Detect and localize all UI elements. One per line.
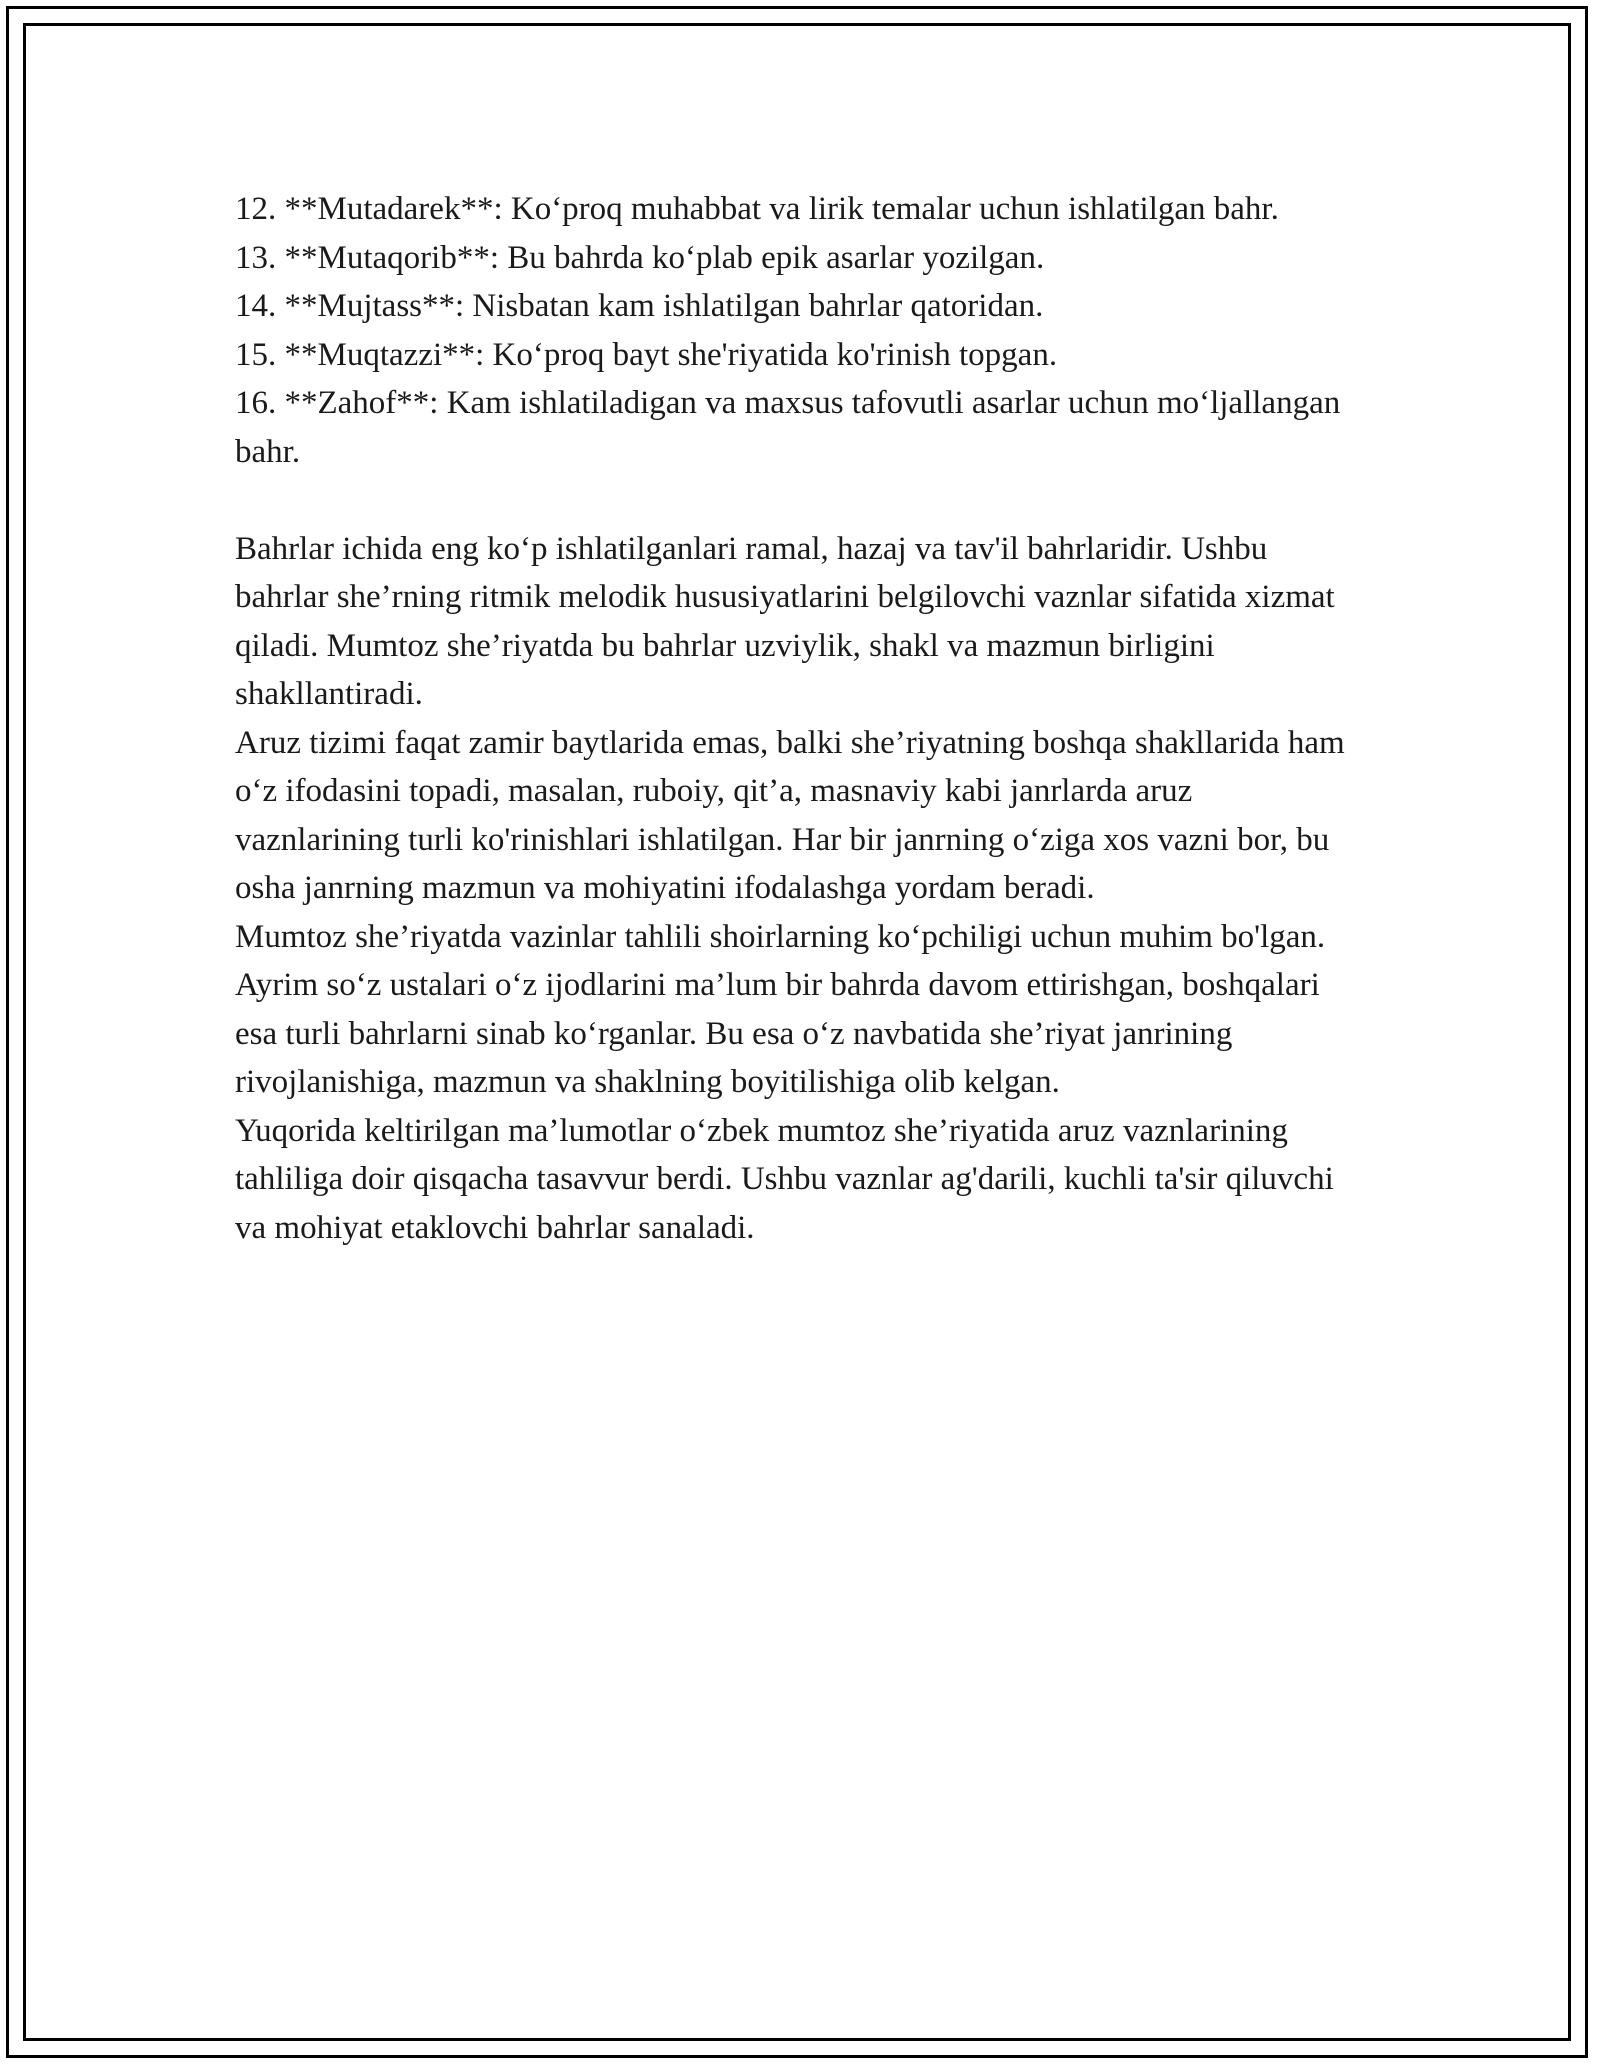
list-item: 14. **Mujtass**: Nisbatan kam ishlatilgan bahrlar qatoridan.	[235, 288, 1044, 324]
paragraph: Yuqorida keltirilgan ma’lumotlar o‘zbek mumtoz she’riyatida aruz vaznlarining tahliliga doir qisqacha tasavvur berdi. Ushbu vaznlar ag'darili, kuchli ta'sir qiluvchi va mohiyat etaklovchi bahrlar sanaladi.	[235, 1112, 1334, 1246]
paragraph: Aruz tizimi faqat zamir baytlarida emas, balki she’riyatning boshqa shakllarida ham o‘z ifodasini topadi, masalan, ruboiy, qit’a, masnaviy kabi janrlarda aruz vaznlarining turli ko'rinishlari ishlatilgan. Har bir janrning o‘ziga xos vazni bor, bu osha janrning mazmun va mohiyatini ifodalashga yordam beradi.	[235, 724, 1345, 906]
paragraph: Bahrlar ichida eng ko‘p ishlatilganlari ramal, hazaj va tav'il bahrlaridir. Ushbu bahrlar she’rning ritmik melodik hususiyatlarini belgilovchi vaznlar sifatida xizmat qiladi. Mumtoz she’riyatda bu bahrlar uzviylik, shakl va mazmun birligini shakllantiradi.	[235, 530, 1335, 712]
list-item: 12. **Mutadarek**: Ko‘proq muhabbat va lirik temalar uchun ishlatilgan bahr.	[235, 191, 1279, 227]
paragraph: Mumtoz she’riyatda vazinlar tahlili shoirlarning ko‘pchiligi uchun muhim bo'lgan. Ayrim so‘z ustalari o‘z ijodlarini ma’lum bir bahrda davom ettirishgan, boshqalari esa turli bahrlarni sinab ko‘rganlar. Bu esa o‘z navbatida she’riyat janrining rivojlanishiga, mazmun va shaklning boyitilishiga olib kelgan.	[235, 918, 1326, 1100]
list-item: 15. **Muqtazzi**: Ko‘proq bayt she'riyatida ko'rinish topgan.	[235, 336, 1058, 373]
bahr-list	[235, 185, 1365, 476]
document-body	[235, 185, 1365, 1252]
list-item: 13. **Mutaqorib**: Bu bahrda ko‘plab epik asarlar yozilgan.	[235, 239, 1045, 276]
list-item: 16. **Zahof**: Kam ishlatiladigan va maxsus tafovutli asarlar uchun mo‘ljallangan bahr.	[235, 385, 1341, 470]
